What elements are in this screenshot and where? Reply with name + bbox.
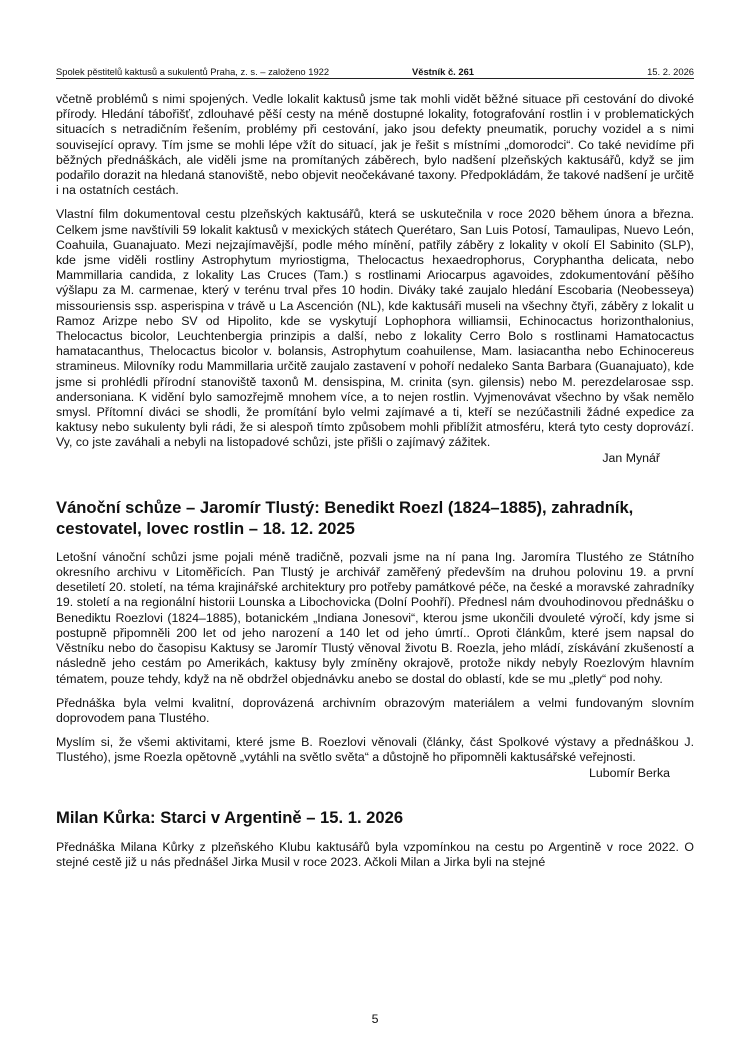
section-heading: Milan Kůrka: Starci v Argentině – 15. 1. 2026 [56,807,404,827]
author-signature: Lubomír Berka [589,765,670,780]
author-signature: Jan Mynář [602,450,660,465]
header-rule [56,78,694,79]
section-heading: Vánoční schůze – Jaromír Tlustý: Benedikt Roezl (1824–1885), zahradník, cestovatel, lovec rostlin – 18. 12. 2025 [56,497,634,538]
header-date: 15. 2. 2026 [647,66,694,77]
paragraph: Přednáška Milana Kůrky z plzeňského Klubu kaktusářů byla vzpomínkou na cestu po Argentině v roce 2022. O stejné cestě již u nás přednášel Jirka Musil v roce 2023. Ačkoli Milan a Jirka byli na stejné [56,839,694,869]
header-society-name: Spolek pěstitelů kaktusů a sukulentů Praha, z. s. – založeno 1922 [56,66,330,77]
section-christmas-meeting [56,497,694,781]
paragraph: včetně problémů s nimi spojených. Vedle lokalit kaktusů jsme tak mohli vidět běžné situace při cestování do divoké přírody. Hledání tábořišť, zdlouhavé pěší cesty na méně dostupné lokality, fotografování rostlin i v problematických situacích s netradičním řešením, problémy při cestování, jako jsou defekty pneumatik, poruchy vozidel a s nimi související opravy. Tím jsme se mohli lépe vžít do situací, jak je řešit s místními „domorodci“. Co také nevidíme při běžných přednáškách, ale viděli jsme na promítaných záběrech, bylo nadšení plzeňských kaktusářů, když se jim podařilo dorazit na hledaná stanoviště, nebo objevit neočekávané taxony. Předpokládám, že takové nadšení je určitě i na ostatních cestách. [56,92,694,198]
page-number: 5 [371,1012,379,1026]
paragraph: Myslím si, že všemi aktivitami, které jsme B. Roezlovi věnovali (články, část Spolkové výstavy a přednáškou J. Tlustého), jsme Roezla opětovně „vytáhli na světlo světa“ a důstojně ho připomněli kaktusářské veřejnosti. [56,735,694,765]
section-film-report [56,92,694,466]
paragraph: Vlastní film dokumentoval cestu plzeňských kaktusářů, která se uskutečnila v roce 2020 během února a března. Celkem jsme navštívili 59 lokalit kaktusů v mexických státech Querétaro, San Luis Potosí, Tamaulipas, Nuevo León, Coahuila, Guanajuato. Mezi nejzajímavější, podle mého mínění, patřily záběry z lokality v okolí El Sabinito (SLP), kde jsme viděli rostliny Astrophytum myriostigma, Thelocactus hexaedrophorus, Coryphantha delicata, nebo Mammillaria candida, z lokality Las Cruces (Tam.) s rostlinami Ariocarpus agavoides, zdokumentování pěšího výšlapu za M. carmenae, který v terénu trval přes 10 hodin. Diváky také zaujalo hledání Escobaria (Neobesseya) missouriensis ssp. asperispina v trávě u La Ascención (NL), kde kaktusáři museli na všechny čtyři, záběry z lokalit u Ramoz Arizpe nebo SV od Hipolito, kde se vyskytují Lophophora williamsii, Echinocactus horizonthalonius, Thelocactus bicolor, Leuchtenbergia prinzipis a další, nebo z lokality Cerro Bolo s rostlinami Hamatocactus hamatacanthus, Thelocactus bicolor v. bolansis, Astrophytum coahuilense, Mam. lasiacantha nebo Echinocereus stramineus. Milovníky rodu Mammillaria určitě zaujalo zastavení v pohoří nedaleko Santa Barbara (Guanajuato), kde jsme si prohlédli přírodní stanoviště taxonů M. densispina, M. crinita (syn. gilensis) nebo M. perezdelarosae ssp. andersoniana. K vidění bylo samozřejmě mnohem více, a to nejen rostlin. Vyjmenovávat všechno by však nemělo smysl. Přítomní diváci se shodli, že promítání bylo velmi zajímavé a ti, kteří se nezúčastnili žádné expedice za kaktusy nebo sukulenty byli rádi, že si alespoň tímto způsobem mohli přiblížit atmosféru, která tyto cesty doprovází. Vy, co jste zaváhali a nebyli na listopadové schůzi, jste přišli o zajímavý zážitek. [56,207,694,450]
paragraph: Přednáška byla velmi kvalitní, doprovázená archivním obrazovým materiálem a velmi fundovaným slovním doprovodem pana Tlustého. [56,695,694,725]
header-issue: Věstník č. 261 [412,66,475,77]
paragraph: Letošní vánoční schůzi jsme pojali méně tradičně, pozvali jsme na ní pana Ing. Jaromíra Tlustého ze Státního okresního archivu v Litoměřicích. Pan Tlustý je archivář zaměřený především na druhou polovinu 19. a první desetiletí 20. století, na téma krajinářské architektury pro potřeby památkové péče, na české a moravské zahradníky 19. století a na regionální historii Lounska a Libochovicka (Dolní Poohří). Přednesl nám dvouhodinovou přednášku o Benediktu Roezlovi (1824–1885), botanickém „Indiana Jonesovi“, kterou jsme ukončili dvouleté výročí, kdy jsme si postupně připomněli 200 let od jeho narození a 140 let od jeho úmrtí.. Oproti článkům, které jsem napsal do Věstníku nebo do časopisu Kaktusy se Jaromír Tlustý věnoval životu B. Roezla, jeho mládí, získávání zkušeností a následně jeho cestám po Amerikách, kaktusy byly zmíněny okrajově, protože nikdy nebyly Roezlovým hlavním tématem, pouze tehdy, když na ně obdržel objednávku anebo se dostal do oblastí, kde se mu „pletly“ pod nohy. [56,549,694,686]
page-content [56,92,694,879]
section-argentina-talk [56,807,694,870]
